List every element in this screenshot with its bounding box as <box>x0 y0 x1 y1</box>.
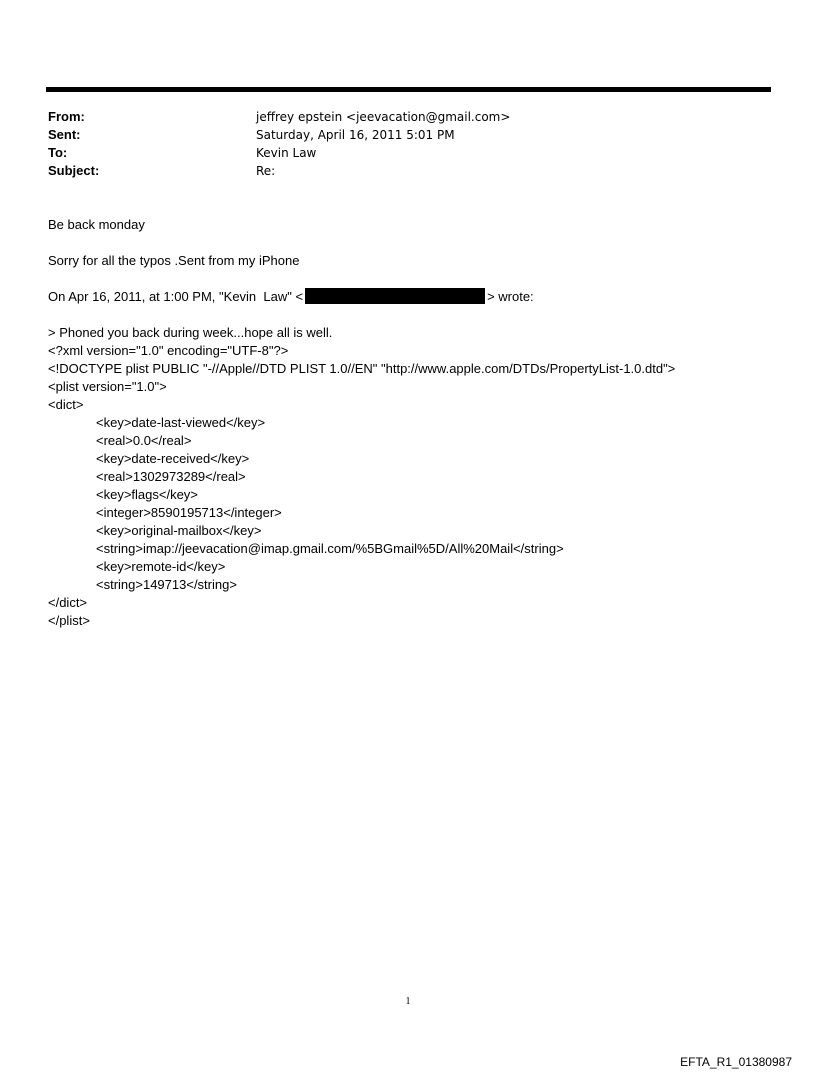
xml-line: <key>flags</key> <box>96 487 198 502</box>
subject-value: Re: <box>256 164 276 178</box>
xml-line: </dict> <box>48 595 88 610</box>
sent-label: Sent: <box>48 127 81 142</box>
xml-line: <real>0.0</real> <box>96 433 192 448</box>
bates-number: EFTA_R1_01380987 <box>680 1055 792 1069</box>
sent-value: Saturday, April 16, 2011 5:01 PM <box>256 128 455 142</box>
redaction-box <box>305 288 485 304</box>
from-label: From: <box>48 109 85 124</box>
subject-label: Subject: <box>48 163 100 178</box>
header-rule <box>46 87 771 92</box>
subject-row <box>48 162 510 180</box>
xml-line: <key>remote-id</key> <box>96 559 226 574</box>
xml-line: <key>original-mailbox</key> <box>96 523 262 538</box>
xml-block <box>48 342 788 630</box>
xml-line: <dict> <box>48 397 84 412</box>
body-line-2: Sorry for all the typos .Sent from my iPhone <box>48 253 300 268</box>
page-number: 1 <box>405 996 411 1007</box>
xml-line: <plist version="1.0"> <box>48 379 167 394</box>
xml-line: <integer>8590195713</integer> <box>96 505 282 520</box>
quoted-line: > Phoned you back during week...hope all is well. <box>48 325 333 340</box>
quote-intro <box>48 288 788 306</box>
email-header <box>48 108 510 180</box>
xml-line: <string>imap://jeevacation@imap.gmail.com/%5BGmail%5D/All%20Mail</string> <box>96 541 564 556</box>
from-row <box>48 108 510 126</box>
xml-line: <?xml version="1.0" encoding="UTF-8"?> <box>48 343 289 358</box>
xml-line: </plist> <box>48 613 90 628</box>
email-body <box>48 216 788 630</box>
xml-line: <string>149713</string> <box>96 577 237 592</box>
quote-intro-before: On Apr 16, 2011, at 1:00 PM, "Kevin Law" < <box>48 289 304 304</box>
quote-intro-after: > wrote: <box>487 289 534 304</box>
to-value: Kevin Law <box>256 146 317 160</box>
to-label: To: <box>48 145 68 160</box>
body-line-1: Be back monday <box>48 217 145 232</box>
sent-row <box>48 126 510 144</box>
to-row <box>48 144 510 162</box>
xml-line: <!DOCTYPE plist PUBLIC "-//Apple//DTD PLIST 1.0//EN" "http://www.apple.com/DTDs/PropertyList-1.0.dtd"> <box>48 361 676 376</box>
xml-line: <key>date-received</key> <box>96 451 250 466</box>
from-value: jeffrey epstein <jeevacation@gmail.com> <box>256 110 511 124</box>
xml-line: <key>date-last-viewed</key> <box>96 415 266 430</box>
xml-line: <real>1302973289</real> <box>96 469 246 484</box>
